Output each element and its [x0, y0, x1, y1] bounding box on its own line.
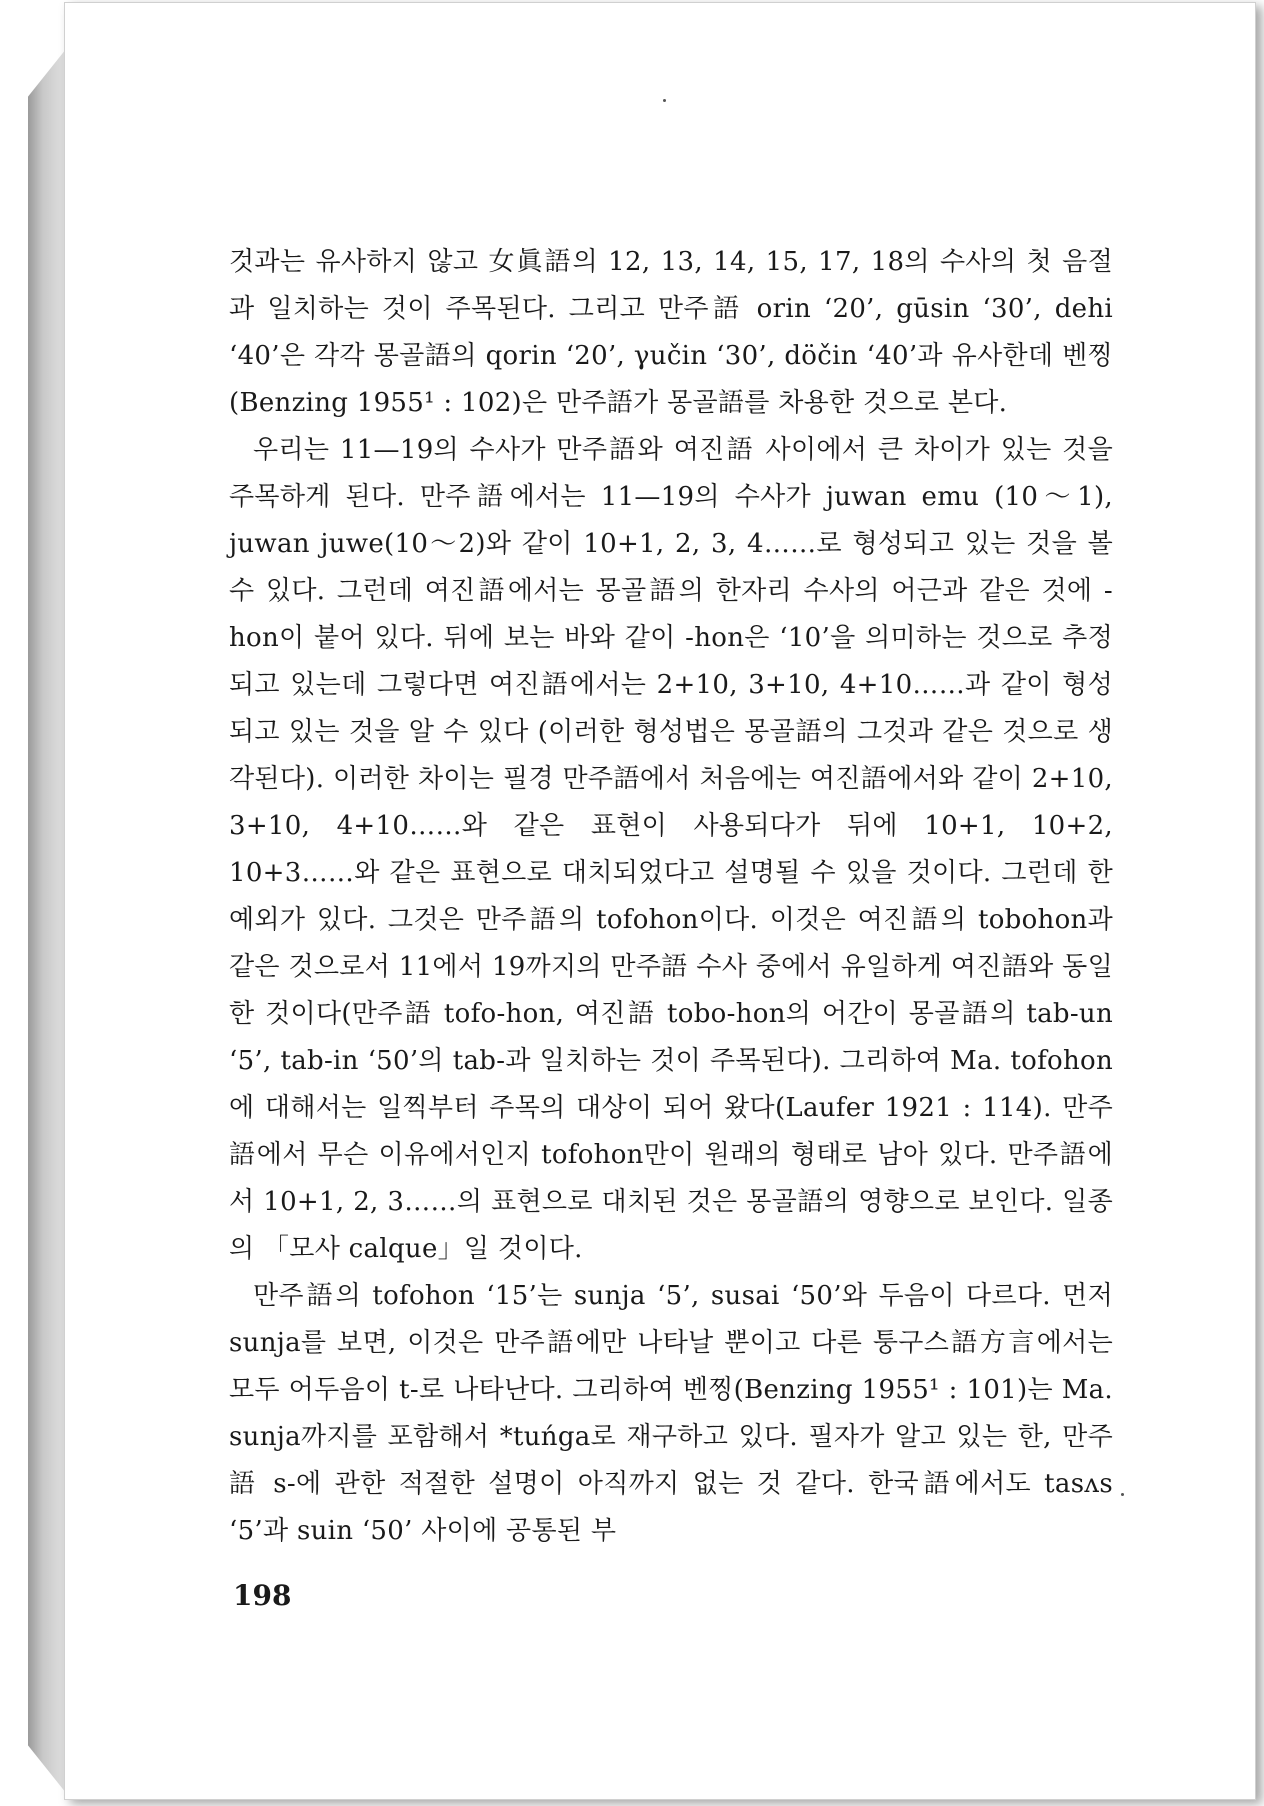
page-body — [229, 239, 1113, 1555]
paragraph-2: 우리는 11—19의 수사가 만주語와 여진語 사이에서 큰 차이가 있는 것을 주목하게 된다. 만주語에서는 11—19의 수사가 juwan emu (10～1), juwan juwe(10～2)와 같이 10+1, 2, 3, 4……로 형성되고 있는 것을 볼 수 있다. 그런데 여진語에서는 몽골語의 한자리 수사의 어근과 같은 것에 -hon이 붙어 있다. 뒤에 보는 바와 같이 -hon은 ‘10’을 의미하는 것으로 추정되고 있는데 그렇다면 여진語에서는 2+10, 3+10, 4+10……과 같이 형성되고 있는 것을 알 수 있다 (이러한 형성법은 몽골語의 그것과 같은 것으로 생각된다). 이러한 차이는 필경 만주語에서 처음에는 여진語에서와 같이 2+10, 3+10, 4+10……와 같은 표현이 사용되다가 뒤에 10+1, 10+2, 10+3……와 같은 표현으로 대치되었다고 설명될 수 있을 것이다. 그런데 한 예외가 있다. 그것은 만주語의 tofohon이다. 이것은 여진語의 tobohon과 같은 것으로서 11에서 19까지의 만주語 수사 중에서 유일하게 여진語와 동일한 것이다(만주語 tofo-hon, 여진語 tobo-hon의 어간이 몽골語의 tab-un ‘5’, tab-in ‘50’의 tab-과 일치하는 것이 주목된다). 그리하여 Ma. tofohon에 대해서는 일찍부터 주목의 대상이 되어 왔다(Laufer 1921 : 114). 만주語에서 무슨 이유에서인지 tofohon만이 원래의 형태로 남아 있다. 만주語에서 10+1, 2, 3……의 표현으로 대치된 것은 몽골語의 영향으로 보인다. 일종의 「모사 calque」일 것이다. — [229, 435, 1113, 1264]
scan-speck — [1121, 1493, 1124, 1496]
book-page — [64, 2, 1256, 1800]
paragraph-3: 만주語의 tofohon ‘15’는 sunja ‘5’, susai ‘50’와 두음이 다르다. 먼저 sunja를 보면, 이것은 만주語에만 나타날 뿐이고 다른 퉁구스語方言에서는 모두 어두음이 t-로 나타난다. 그리하여 벤찡(Benzing 1955¹ : 101)는 Ma. sunja까지를 포함해서 *tuńga로 재구하고 있다. 필자가 알고 있는 한, 만주語 s-에 관한 적절한 설명이 아직까지 없는 것 같다. 한국語에서도 tasʌs ‘5’과 suin ‘50’ 사이에 공통된 부 — [229, 1281, 1113, 1546]
page-number: 198 — [233, 1579, 292, 1612]
scan-speck — [663, 99, 666, 102]
paragraph-1: 것과는 유사하지 않고 女眞語의 12, 13, 14, 15, 17, 18의 수사의 첫 음절과 일치하는 것이 주목된다. 그리고 만주語 orin ‘20’, gūsin ‘30’, dehi ‘40’은 각각 몽골語의 qorin ‘20’, γučin ‘30’, döčin ‘40’과 유사한데 벤찡(Benzing 1955¹ : 102)은 만주語가 몽골語를 차용한 것으로 본다. — [229, 247, 1113, 418]
